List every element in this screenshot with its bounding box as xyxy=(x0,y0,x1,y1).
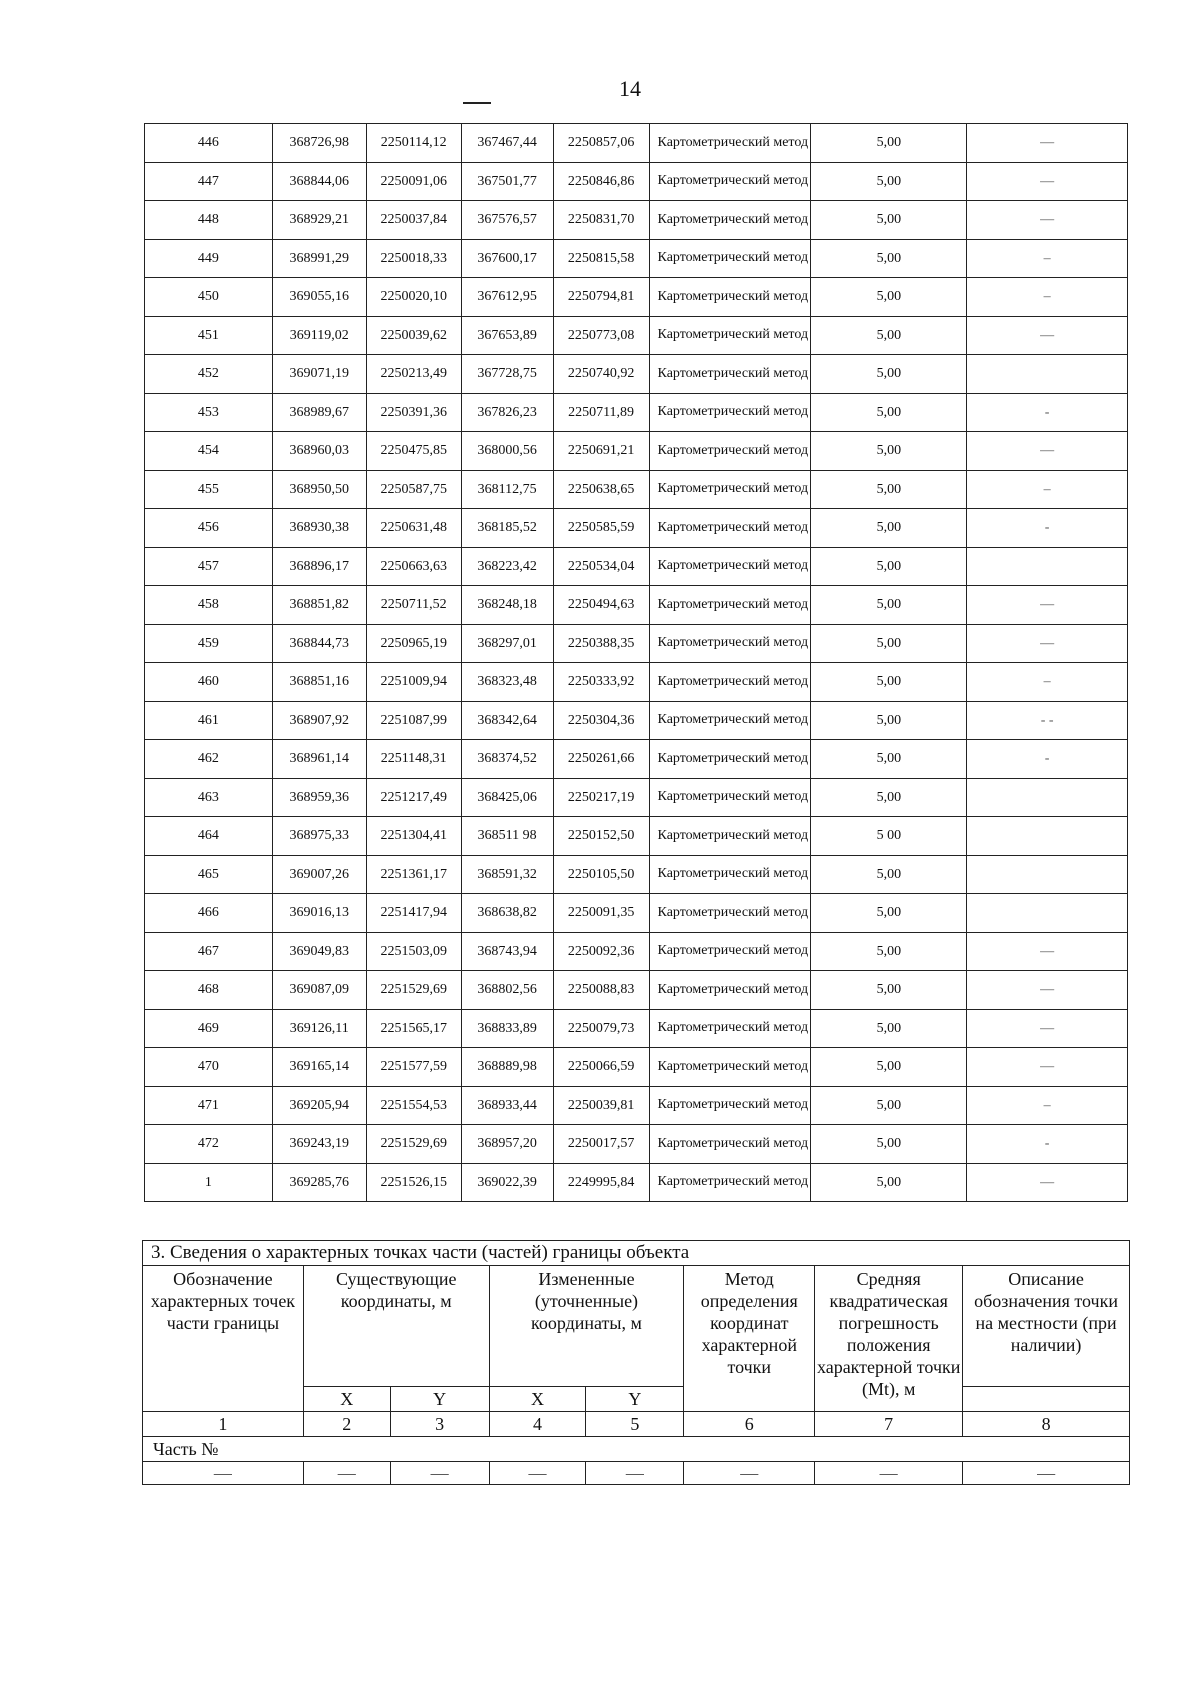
accuracy-cell: 5,00 xyxy=(811,1048,967,1087)
point-cell: 472 xyxy=(145,1125,273,1164)
changed-y-cell: 2250261,66 xyxy=(553,740,649,779)
column-number: 8 xyxy=(963,1412,1130,1437)
empty-cell: — xyxy=(303,1462,390,1485)
description-cell: — xyxy=(967,586,1128,625)
accuracy-cell: 5,00 xyxy=(811,855,967,894)
changed-x-cell: 367576,57 xyxy=(461,201,553,240)
existing-y-cell: 2250018,33 xyxy=(366,239,461,278)
point-cell: 469 xyxy=(145,1009,273,1048)
existing-x-cell: 368961,14 xyxy=(272,740,366,779)
header-method: Метод определения координат характерной точки xyxy=(684,1266,815,1412)
existing-y-cell: 2251529,69 xyxy=(366,1125,461,1164)
point-cell: 459 xyxy=(145,624,273,663)
accuracy-cell: 5,00 xyxy=(811,586,967,625)
existing-y-cell: 2250091,06 xyxy=(366,162,461,201)
table-row xyxy=(145,1163,1128,1202)
description-cell: — xyxy=(967,432,1128,471)
table-row xyxy=(145,316,1128,355)
column-number: 4 xyxy=(489,1412,586,1437)
changed-x-cell: 368185,52 xyxy=(461,509,553,548)
changed-x-cell: 368297,01 xyxy=(461,624,553,663)
existing-x-cell: 368950,50 xyxy=(272,470,366,509)
method-cell: Картометрический метод xyxy=(649,932,811,971)
existing-y-cell: 2250965,19 xyxy=(366,624,461,663)
existing-y-cell: 2251087,99 xyxy=(366,701,461,740)
description-cell: — xyxy=(967,1163,1128,1202)
header-changed-coordinates: Измененные (уточненные) координаты, м xyxy=(489,1266,684,1387)
method-cell: Картометрический метод xyxy=(649,1163,811,1202)
description-cell: — xyxy=(967,124,1128,163)
parts-table xyxy=(142,1240,1130,1485)
method-cell: Картометрический метод xyxy=(649,1048,811,1087)
column-number: 2 xyxy=(303,1412,390,1437)
point-cell: 463 xyxy=(145,778,273,817)
method-cell: Картометрический метод xyxy=(649,624,811,663)
changed-x-cell: 368591,32 xyxy=(461,855,553,894)
accuracy-cell: 5,00 xyxy=(811,701,967,740)
point-cell: 458 xyxy=(145,586,273,625)
method-cell: Картометрический метод xyxy=(649,432,811,471)
empty-cell: — xyxy=(815,1462,963,1485)
changed-y-cell: 2250815,58 xyxy=(553,239,649,278)
existing-y-cell: 2251009,94 xyxy=(366,663,461,702)
existing-y-cell: 2251148,31 xyxy=(366,740,461,779)
existing-x-cell: 368975,33 xyxy=(272,817,366,856)
changed-x-cell: 367728,75 xyxy=(461,355,553,394)
description-cell: – xyxy=(967,239,1128,278)
method-cell: Картометрический метод xyxy=(649,971,811,1010)
description-cell: – xyxy=(967,470,1128,509)
changed-y-cell: 2250152,50 xyxy=(553,817,649,856)
changed-y-cell: 2250691,21 xyxy=(553,432,649,471)
existing-x-cell: 369071,19 xyxy=(272,355,366,394)
table-row xyxy=(145,393,1128,432)
table-row xyxy=(145,432,1128,471)
accuracy-cell: 5,00 xyxy=(811,470,967,509)
table-row xyxy=(145,162,1128,201)
method-cell: Картометрический метод xyxy=(649,316,811,355)
changed-x-cell: 368248,18 xyxy=(461,586,553,625)
existing-x-cell: 369087,09 xyxy=(272,971,366,1010)
method-cell: Картометрический метод xyxy=(649,1086,811,1125)
existing-y-cell: 2250114,12 xyxy=(366,124,461,163)
method-cell: Картометрический метод xyxy=(649,855,811,894)
existing-y-cell: 2251526,15 xyxy=(366,1163,461,1202)
existing-x-cell: 368844,06 xyxy=(272,162,366,201)
point-cell: 456 xyxy=(145,509,273,548)
column-number: 3 xyxy=(390,1412,489,1437)
changed-y-cell: 2250066,59 xyxy=(553,1048,649,1087)
changed-x-cell: 367612,95 xyxy=(461,278,553,317)
changed-y-cell: 2250091,35 xyxy=(553,894,649,933)
column-number: 7 xyxy=(815,1412,963,1437)
description-cell: – xyxy=(967,663,1128,702)
existing-x-cell: 369205,94 xyxy=(272,1086,366,1125)
changed-y-cell: 2249995,84 xyxy=(553,1163,649,1202)
existing-x-cell: 368929,21 xyxy=(272,201,366,240)
existing-y-cell: 2250213,49 xyxy=(366,355,461,394)
changed-x-cell: 368511 98 xyxy=(461,817,553,856)
existing-x-cell: 368896,17 xyxy=(272,547,366,586)
accuracy-cell: 5,00 xyxy=(811,355,967,394)
existing-x-cell: 368959,36 xyxy=(272,778,366,817)
description-cell: - xyxy=(967,509,1128,548)
accuracy-cell: 5,00 xyxy=(811,162,967,201)
changed-y-cell: 2250831,70 xyxy=(553,201,649,240)
accuracy-cell: 5,00 xyxy=(811,547,967,586)
description-cell: - - xyxy=(967,701,1128,740)
header-point-designation: Обозначение характерных точек части границы xyxy=(143,1266,304,1412)
changed-x-cell: 367653,89 xyxy=(461,316,553,355)
method-cell: Картометрический метод xyxy=(649,586,811,625)
table-row xyxy=(145,239,1128,278)
existing-x-cell: 369055,16 xyxy=(272,278,366,317)
point-cell: 465 xyxy=(145,855,273,894)
existing-y-cell: 2250711,52 xyxy=(366,586,461,625)
existing-x-cell: 369285,76 xyxy=(272,1163,366,1202)
accuracy-cell: 5,00 xyxy=(811,894,967,933)
table-row xyxy=(145,1048,1128,1087)
point-cell: 470 xyxy=(145,1048,273,1087)
existing-y-cell: 2251503,09 xyxy=(366,932,461,971)
description-cell: – xyxy=(967,1086,1128,1125)
changed-x-cell: 368223,42 xyxy=(461,547,553,586)
accuracy-cell: 5,00 xyxy=(811,740,967,779)
existing-y-cell: 2251554,53 xyxy=(366,1086,461,1125)
method-cell: Картометрический метод xyxy=(649,162,811,201)
method-cell: Картометрический метод xyxy=(649,894,811,933)
changed-y-cell: 2250857,06 xyxy=(553,124,649,163)
empty-cell: — xyxy=(586,1462,684,1485)
section-title: 3. Сведения о характерных точках части (частей) границы объекта xyxy=(143,1241,1130,1266)
description-cell xyxy=(967,355,1128,394)
method-cell: Картометрический метод xyxy=(649,355,811,394)
existing-x-cell: 369016,13 xyxy=(272,894,366,933)
existing-x-cell: 369126,11 xyxy=(272,1009,366,1048)
existing-y-cell: 2251565,17 xyxy=(366,1009,461,1048)
description-cell xyxy=(967,547,1128,586)
accuracy-cell: 5,00 xyxy=(811,509,967,548)
accuracy-cell: 5,00 xyxy=(811,624,967,663)
accuracy-cell: 5,00 xyxy=(811,393,967,432)
method-cell: Картометрический метод xyxy=(649,817,811,856)
existing-x-cell: 369165,14 xyxy=(272,1048,366,1087)
description-cell: — xyxy=(967,1009,1128,1048)
empty-cell: — xyxy=(684,1462,815,1485)
description-cell xyxy=(967,894,1128,933)
accuracy-cell: 5,00 xyxy=(811,316,967,355)
table-row xyxy=(145,663,1128,702)
table-row xyxy=(145,547,1128,586)
changed-y-cell: 2250017,57 xyxy=(553,1125,649,1164)
point-cell: 460 xyxy=(145,663,273,702)
description-cell xyxy=(967,778,1128,817)
accuracy-cell: 5,00 xyxy=(811,1009,967,1048)
empty-cell: — xyxy=(143,1462,304,1485)
existing-y-cell: 2251577,59 xyxy=(366,1048,461,1087)
accuracy-cell: 5,00 xyxy=(811,432,967,471)
description-cell: – xyxy=(967,278,1128,317)
accuracy-cell: 5,00 xyxy=(811,663,967,702)
accuracy-cell: 5 00 xyxy=(811,817,967,856)
changed-y-cell: 2250773,08 xyxy=(553,316,649,355)
method-cell: Картометрический метод xyxy=(649,509,811,548)
part-label: Часть № xyxy=(143,1437,1130,1462)
table-row xyxy=(145,624,1128,663)
changed-y-cell: 2250388,35 xyxy=(553,624,649,663)
existing-y-cell: 2250631,48 xyxy=(366,509,461,548)
existing-y-cell: 2250039,62 xyxy=(366,316,461,355)
point-cell: 448 xyxy=(145,201,273,240)
changed-y-cell: 2250088,83 xyxy=(553,971,649,1010)
method-cell: Картометрический метод xyxy=(649,701,811,740)
table-row xyxy=(145,971,1128,1010)
page-number-underline xyxy=(463,102,491,104)
point-cell: 467 xyxy=(145,932,273,971)
point-cell: 466 xyxy=(145,894,273,933)
existing-x-cell: 368960,03 xyxy=(272,432,366,471)
method-cell: Картометрический метод xyxy=(649,278,811,317)
table-row xyxy=(145,1086,1128,1125)
changed-x-cell: 367467,44 xyxy=(461,124,553,163)
method-cell: Картометрический метод xyxy=(649,470,811,509)
method-cell: Картометрический метод xyxy=(649,201,811,240)
method-cell: Картометрический метод xyxy=(649,239,811,278)
existing-y-cell: 2251417,94 xyxy=(366,894,461,933)
description-cell: - xyxy=(967,1125,1128,1164)
header-description: Описание обозначения точки на местности (при наличии) xyxy=(963,1266,1130,1387)
existing-x-cell: 368907,92 xyxy=(272,701,366,740)
changed-x-cell: 367826,23 xyxy=(461,393,553,432)
changed-x-cell: 368957,20 xyxy=(461,1125,553,1164)
method-cell: Картометрический метод xyxy=(649,740,811,779)
point-cell: 452 xyxy=(145,355,273,394)
table-row xyxy=(145,355,1128,394)
changed-x-cell: 368425,06 xyxy=(461,778,553,817)
changed-x-cell: 368323,48 xyxy=(461,663,553,702)
existing-y-cell: 2250020,10 xyxy=(366,278,461,317)
page-number: 14 xyxy=(619,76,641,101)
changed-y-cell: 2250846,86 xyxy=(553,162,649,201)
method-cell: Картометрический метод xyxy=(649,124,811,163)
existing-x-cell: 369007,26 xyxy=(272,855,366,894)
existing-x-cell: 369119,02 xyxy=(272,316,366,355)
header-description-blank xyxy=(963,1387,1130,1412)
table-row xyxy=(145,701,1128,740)
point-cell: 464 xyxy=(145,817,273,856)
changed-x-cell: 368374,52 xyxy=(461,740,553,779)
changed-y-cell: 2250217,19 xyxy=(553,778,649,817)
existing-y-cell: 2250037,84 xyxy=(366,201,461,240)
changed-x-cell: 368638,82 xyxy=(461,894,553,933)
description-cell xyxy=(967,855,1128,894)
point-cell: 468 xyxy=(145,971,273,1010)
point-cell: 449 xyxy=(145,239,273,278)
description-cell: - xyxy=(967,740,1128,779)
table-row xyxy=(145,1009,1128,1048)
existing-y-cell: 2250663,63 xyxy=(366,547,461,586)
description-cell: — xyxy=(967,162,1128,201)
method-cell: Картометрический метод xyxy=(649,547,811,586)
changed-x-cell: 368833,89 xyxy=(461,1009,553,1048)
existing-x-cell: 368844,73 xyxy=(272,624,366,663)
accuracy-cell: 5,00 xyxy=(811,239,967,278)
header-changed-x: X xyxy=(489,1387,586,1412)
accuracy-cell: 5,00 xyxy=(811,971,967,1010)
existing-y-cell: 2250475,85 xyxy=(366,432,461,471)
description-cell xyxy=(967,817,1128,856)
existing-x-cell: 368851,82 xyxy=(272,586,366,625)
existing-x-cell: 368726,98 xyxy=(272,124,366,163)
accuracy-cell: 5,00 xyxy=(811,1163,967,1202)
changed-y-cell: 2250534,04 xyxy=(553,547,649,586)
table-row xyxy=(145,932,1128,971)
column-number: 6 xyxy=(684,1412,815,1437)
table-row xyxy=(145,201,1128,240)
changed-x-cell: 367501,77 xyxy=(461,162,553,201)
description-cell: — xyxy=(967,201,1128,240)
changed-y-cell: 2250494,63 xyxy=(553,586,649,625)
existing-y-cell: 2251217,49 xyxy=(366,778,461,817)
accuracy-cell: 5,00 xyxy=(811,932,967,971)
header-existing-y: Y xyxy=(390,1387,489,1412)
table-row xyxy=(145,124,1128,163)
point-cell: 450 xyxy=(145,278,273,317)
changed-x-cell: 368112,75 xyxy=(461,470,553,509)
table-row xyxy=(145,586,1128,625)
point-cell: 1 xyxy=(145,1163,273,1202)
table-row xyxy=(145,817,1128,856)
point-cell: 462 xyxy=(145,740,273,779)
description-cell: — xyxy=(967,932,1128,971)
empty-cell: — xyxy=(963,1462,1130,1485)
accuracy-cell: 5,00 xyxy=(811,201,967,240)
header-changed-y: Y xyxy=(586,1387,684,1412)
changed-x-cell: 368802,56 xyxy=(461,971,553,1010)
changed-x-cell: 368889,98 xyxy=(461,1048,553,1087)
changed-y-cell: 2250105,50 xyxy=(553,855,649,894)
changed-y-cell: 2250092,36 xyxy=(553,932,649,971)
existing-y-cell: 2251304,41 xyxy=(366,817,461,856)
existing-x-cell: 368989,67 xyxy=(272,393,366,432)
point-cell: 457 xyxy=(145,547,273,586)
point-cell: 453 xyxy=(145,393,273,432)
method-cell: Картометрический метод xyxy=(649,663,811,702)
existing-x-cell: 369049,83 xyxy=(272,932,366,971)
column-number: 1 xyxy=(143,1412,304,1437)
description-cell: — xyxy=(967,971,1128,1010)
table-row xyxy=(145,740,1128,779)
empty-cell: — xyxy=(489,1462,586,1485)
method-cell: Картометрический метод xyxy=(649,1009,811,1048)
point-cell: 451 xyxy=(145,316,273,355)
header-existing-coordinates: Существующие координаты, м xyxy=(303,1266,489,1387)
description-cell: - xyxy=(967,393,1128,432)
changed-x-cell: 369022,39 xyxy=(461,1163,553,1202)
point-cell: 455 xyxy=(145,470,273,509)
header-existing-x: X xyxy=(303,1387,390,1412)
point-cell: 454 xyxy=(145,432,273,471)
column-number: 5 xyxy=(586,1412,684,1437)
table-row xyxy=(145,894,1128,933)
table-row xyxy=(145,509,1128,548)
point-cell: 447 xyxy=(145,162,273,201)
changed-y-cell: 2250794,81 xyxy=(553,278,649,317)
method-cell: Картометрический метод xyxy=(649,393,811,432)
changed-y-cell: 2250740,92 xyxy=(553,355,649,394)
table-row xyxy=(145,278,1128,317)
point-cell: 461 xyxy=(145,701,273,740)
changed-x-cell: 368342,64 xyxy=(461,701,553,740)
accuracy-cell: 5,00 xyxy=(811,124,967,163)
accuracy-cell: 5,00 xyxy=(811,1086,967,1125)
existing-x-cell: 368930,38 xyxy=(272,509,366,548)
changed-x-cell: 367600,17 xyxy=(461,239,553,278)
accuracy-cell: 5,00 xyxy=(811,1125,967,1164)
existing-y-cell: 2250587,75 xyxy=(366,470,461,509)
method-cell: Картометрический метод xyxy=(649,778,811,817)
table-row xyxy=(145,1125,1128,1164)
existing-y-cell: 2250391,36 xyxy=(366,393,461,432)
accuracy-cell: 5,00 xyxy=(811,778,967,817)
changed-y-cell: 2250711,89 xyxy=(553,393,649,432)
description-cell: — xyxy=(967,624,1128,663)
accuracy-cell: 5,00 xyxy=(811,278,967,317)
existing-x-cell: 368991,29 xyxy=(272,239,366,278)
existing-x-cell: 368851,16 xyxy=(272,663,366,702)
existing-y-cell: 2251361,17 xyxy=(366,855,461,894)
empty-cell: — xyxy=(390,1462,489,1485)
changed-x-cell: 368743,94 xyxy=(461,932,553,971)
description-cell: — xyxy=(967,316,1128,355)
changed-y-cell: 2250585,59 xyxy=(553,509,649,548)
description-cell: — xyxy=(967,1048,1128,1087)
header-accuracy: Средняя квадратическая погрешность положения характерной точки (Mt), м xyxy=(815,1266,963,1412)
changed-x-cell: 368933,44 xyxy=(461,1086,553,1125)
coordinates-table xyxy=(144,123,1128,1202)
table-row xyxy=(145,470,1128,509)
existing-x-cell: 369243,19 xyxy=(272,1125,366,1164)
changed-y-cell: 2250333,92 xyxy=(553,663,649,702)
changed-y-cell: 2250638,65 xyxy=(553,470,649,509)
changed-y-cell: 2250039,81 xyxy=(553,1086,649,1125)
point-cell: 446 xyxy=(145,124,273,163)
table-row xyxy=(145,778,1128,817)
changed-y-cell: 2250079,73 xyxy=(553,1009,649,1048)
changed-y-cell: 2250304,36 xyxy=(553,701,649,740)
method-cell: Картометрический метод xyxy=(649,1125,811,1164)
table-row xyxy=(145,855,1128,894)
changed-x-cell: 368000,56 xyxy=(461,432,553,471)
existing-y-cell: 2251529,69 xyxy=(366,971,461,1010)
point-cell: 471 xyxy=(145,1086,273,1125)
